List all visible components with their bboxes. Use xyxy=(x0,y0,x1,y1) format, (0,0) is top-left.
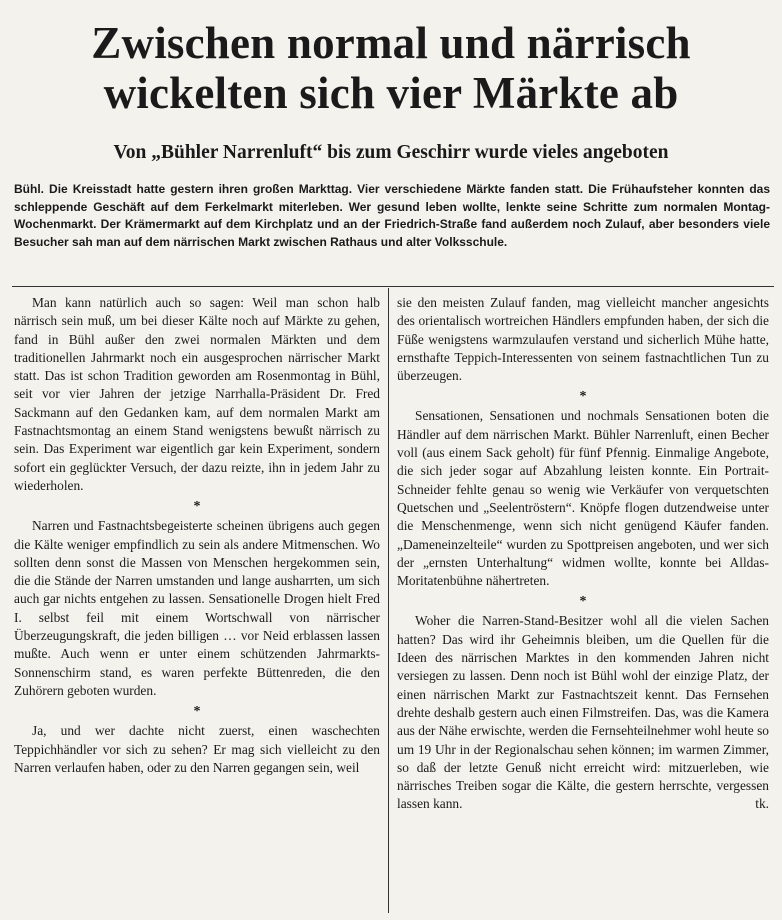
body-paragraph: sie den meisten Zulauf fanden, mag vielleicht mancher angesichts des orientalisch wortreichen Händlers empfunden haben, der sich die Füße wenigstens warmzulaufen verstand und sicherlich Mühe hatte, ernsthafte Teppich-Interessenten von seinem fastnachtlichen Tun zu überzeugen. xyxy=(397,295,769,384)
section-separator: * xyxy=(193,704,201,720)
headline xyxy=(0,18,782,118)
body-paragraph: Ja, und wer dachte nicht zuerst, einen waschechten Teppichhändler vor sich zu sehen? Er mag sich vielleicht zu den Narren verlaufen haben, oder zu den Narren gegangen sein, weil xyxy=(14,723,380,775)
subheadline: Von „Bühler Narrenluft“ bis zum Geschirr wurde vieles angeboten xyxy=(113,142,669,163)
body-paragraph: Narren und Fastnachtsbegeisterte scheinen übrigens auch gegen die Kälte weniger empfindlich zu sein als andere Mitmenschen. Wo sollten denn sonst die Massen von Menschen hergekommen sein, die die Stände der Narren umstanden und lange ausharrten, um sich auch gar nichts entgehen zu lassen. Sensationelle Drogen hielt Fred I. selbst feil mit einem Wortschwall von närrischer Überzeugungskraft, die jeden billigen … vor Neid erblassen lassen mußte. Auch wenn er unter einem schützenden Jahrmarkts-Sonnenschirm stand, es waren perfekte Büttenreden, die den Zuhörern geboten wurden. xyxy=(14,518,380,698)
column-divider xyxy=(388,288,389,913)
headline-line-2: wickelten sich vier Märkte ab xyxy=(103,68,679,118)
body-paragraph-text: Woher die Narren-Stand-Besitzer wohl all die vielen Sachen hatten? Das wird ihr Geheimnis bleiben, um die Quellen für die Ideen des närrischen Marktes in den kommenden Jahren nicht versiegen zu lassen. Denn noch ist Bühl wohl der einzige Platz, der einen närrischen Markt zur Fastnachtszeit kennt. Das Fernsehen drehte deshalb gestern auch einen Filmstreifen. Das, was die Kamera aus der Nähe erwischte, werden die Fernsehteilnehmer wohl heute so um 19 Uhr in der Regionalschau sehen können; im warmen Zimmer, so daß der letzte Genuß nicht erreicht wird: mitzuerleben, wie närrisches Treiben sogar die Kälte, die gestern herrschte, vergessen lassen kann. xyxy=(397,613,769,812)
section-separator: * xyxy=(193,499,201,515)
headline-line-1: Zwischen normal und närrisch xyxy=(91,18,691,68)
left-column xyxy=(14,294,380,777)
horizontal-rule xyxy=(12,286,774,287)
right-column xyxy=(397,294,769,814)
section-separator: * xyxy=(579,594,587,610)
body-paragraph xyxy=(397,612,769,813)
section-separator: * xyxy=(579,389,587,405)
body-paragraph: Man kann natürlich auch so sagen: Weil man schon halb närrisch sein muß, um bei dieser Kälte noch auf Märkte zu gehen, fand in Bühl außer den zwei normalen Märkten und dem traditionellen Jahrmarkt noch ein ausgesprochen närrischer Markt statt. Das ist schon Tradition geworden am Rosenmontag in Bühl, seit vor vier Jahren der jetzige Narrhalla-Präsident Dr. Fred Sackmann auf den Gedanken kam, auf dem normalen Markt am Fastnachtsmontag an einem Stand wenigstens bewußt närrisch zu sein. Das Experiment war eigentlich gar kein Experiment, sondern sofort ein geglückter Versuch, der dazu reizte, ihn in jedem Jahr zu wiederholen. xyxy=(14,295,380,493)
author-signature: tk. xyxy=(755,796,769,812)
body-paragraph: Sensationen, Sensationen und nochmals Sensationen boten die Händler auf dem närrischen Markt. Bühler Narrenluft, einen Becher voll (aus einem Sack geholt) für fünf Pfennig. Einmalige Angebote, die sich jeder sogar auf Abzahlung leisten konnte. Ein Portrait-Schneider fehlte genau so wenig wie Verkäufer von verquetschten Quetschen und „Seelentröstern“. Knöpfe flogen dutzendweise unter die Menschenmenge, wenn sich nicht genügend Käufer fanden. „Dameneinzelteile“ wurden zu Spottpreisen angeboten, und wer sich der „ernsten Unterhaltung“ widmen wollte, konnte bei Alldas-Moritatenbühne nähertreten. xyxy=(397,408,769,589)
lead-paragraph: Bühl. Die Kreisstadt hatte gestern ihren großen Markttag. Vier verschiedene Märkte fanden statt. Die Frühaufsteher konnten das schleppende Geschäft auf dem Ferkelmarkt miterleben. Wer gesund leben wollte, lenkte seine Schritte zum normalen Montag-Wochenmarkt. Der Krämermarkt auf dem Kirchplatz und an der Friedrich-Straße fand außerdem noch Zulauf, aber besonders viele Besucher sah man auf dem närrischen Markt zwischen Rathaus und alter Volksschule. xyxy=(14,182,770,249)
